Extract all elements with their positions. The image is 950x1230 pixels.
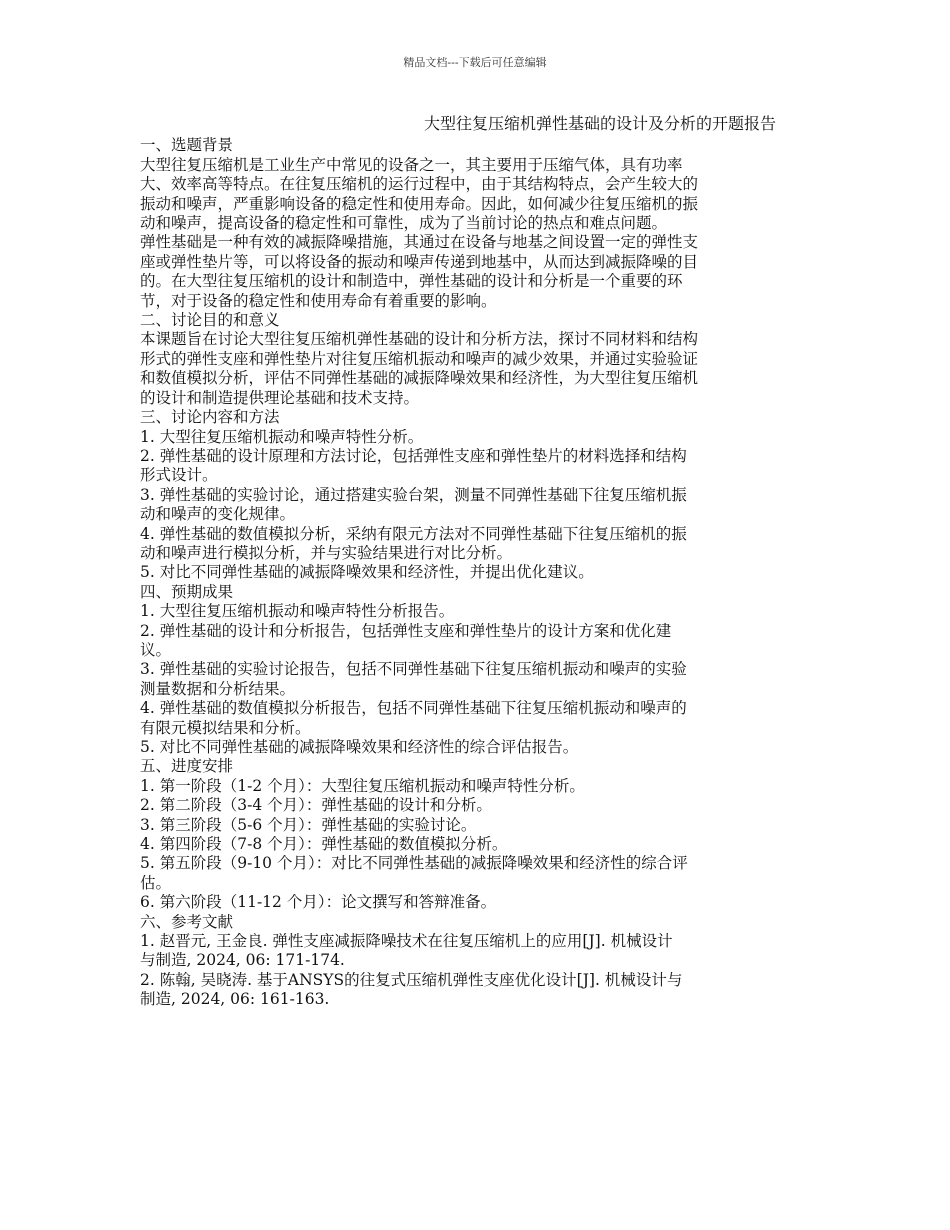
text-line: 大型往复压缩机是工业生产中常见的设备之一，其主要用于压缩气体，具有功率: [140, 155, 683, 174]
list-item: [140, 796, 812, 815]
text-line: 制造, 2024, 06: 161-163.: [140, 990, 330, 1009]
text-line: 与制造, 2024, 06: 171-174.: [140, 951, 345, 970]
list-item: [140, 816, 812, 835]
text-line: 2. 陈翰, 吴晓涛. 基于ANSYS的往复式压缩机弹性支座优化设计[J]. 机械设计与: [140, 970, 683, 989]
section-heading: [140, 311, 812, 330]
text-line: 1. 赵晋元, 王金良. 弹性支座减振降噪技术在往复压缩机上的应用[J]. 机械设计: [140, 932, 673, 951]
list-item: [140, 835, 812, 854]
list-item: [140, 563, 812, 582]
text-line: 动和噪声进行模拟分析，并与实验结果进行对比分析。: [140, 543, 513, 562]
list-item: [140, 738, 812, 757]
list-item: [140, 932, 812, 971]
text-line: 3. 弹性基础的实验讨论报告，包括不同弹性基础下往复压缩机振动和噪声的实验: [140, 660, 687, 679]
section-heading: [140, 913, 812, 932]
text-line: 2. 弹性基础的设计和分析报告，包括弹性支座和弹性垫片的设计方案和优化建: [140, 621, 672, 640]
list-item: [140, 486, 812, 525]
section-heading: [140, 136, 812, 155]
text-line: 六、参考文献: [140, 912, 234, 931]
list-item: [140, 447, 812, 486]
text-line: 四、预期成果: [140, 582, 234, 601]
text-line: 2. 弹性基础的设计原理和方法讨论，包括弹性支座和弹性垫片的材料选择和结构: [140, 446, 687, 465]
text-line: 5. 第五阶段（9-10 个月）：对比不同弹性基础的减振降噪效果和经济性的综合评: [140, 854, 688, 873]
text-line: 3. 第三阶段（5-6 个月）：弹性基础的实验讨论。: [140, 815, 477, 834]
text-line: 节，对于设备的稳定性和使用寿命有着重要的影响。: [140, 291, 497, 310]
text-line: 弹性基础是一种有效的减振降噪措施，其通过在设备与地基之间设置一定的弹性支: [140, 233, 699, 252]
text-line: 大、效率高等特点。在往复压缩机的运行过程中，由于其结构特点，会产生较大的: [140, 175, 699, 194]
document-body: [140, 114, 812, 1010]
list-item: [140, 660, 812, 699]
text-line: 4. 弹性基础的数值模拟分析报告，包括不同弹性基础下往复压缩机振动和噪声的: [140, 699, 687, 718]
paragraph: [140, 330, 812, 408]
text-line: 形式的弹性支座和弹性垫片对往复压缩机振动和噪声的减少效果，并通过实验验证: [140, 349, 699, 368]
text-line: 4. 弹性基础的数值模拟分析，采纳有限元方法对不同弹性基础下往复压缩机的振: [140, 524, 687, 543]
text-line: 本课题旨在讨论大型往复压缩机弹性基础的设计和分析方法，探讨不同材料和结构: [140, 330, 699, 349]
text-line: 的设计和制造提供理论基础和技术支持。: [140, 388, 420, 407]
text-line: 4. 第四阶段（7-8 个月）：弹性基础的数值模拟分析。: [140, 835, 508, 854]
text-line: 三、讨论内容和方法: [140, 408, 280, 427]
list-item: [140, 971, 812, 1010]
list-item: [140, 699, 812, 738]
section-heading: [140, 583, 812, 602]
page-header-note: 精品文档---下载后可任意编辑: [403, 56, 547, 69]
list-item: [140, 602, 812, 621]
text-line: 有限元模拟结果和分析。: [140, 718, 311, 737]
text-line: 一、选题背景: [140, 136, 234, 155]
text-line: 和数值模拟分析，评估不同弹性基础的减振降噪效果和经济性，为大型往复压缩机: [140, 369, 699, 388]
text-line: 1. 大型往复压缩机振动和噪声特性分析。: [140, 427, 424, 446]
text-line: 测量数据和分析结果。: [140, 679, 296, 698]
text-line: 5. 对比不同弹性基础的减振降噪效果和经济性的综合评估报告。: [140, 738, 579, 756]
list-item: [140, 525, 812, 564]
list-item: [140, 428, 812, 447]
list-item: [140, 854, 812, 893]
list-item: [140, 777, 812, 796]
text-line: 动和噪声，提高设备的稳定性和可靠性，成为了当前讨论的热点和难点问题。: [140, 214, 668, 233]
section-heading: [140, 408, 812, 427]
list-item: [140, 622, 812, 661]
text-line: 议。: [140, 640, 172, 659]
paragraph: [140, 156, 812, 234]
text-line: 1. 第一阶段（1-2 个月）：大型往复压缩机振动和噪声特性分析。: [140, 776, 585, 795]
text-line: 5. 对比不同弹性基础的减振降噪效果和经济性，并提出优化建议。: [140, 563, 594, 582]
text-line: 估。: [140, 873, 172, 892]
document-content: [140, 136, 812, 1009]
text-line: 2. 第二阶段（3-4 个月）：弹性基础的设计和分析。: [140, 796, 492, 815]
text-line: 二、讨论目的和意义: [140, 311, 280, 330]
text-line: 动和噪声的变化规律。: [140, 505, 296, 524]
section-heading: [140, 757, 812, 776]
text-line: 1. 大型往复压缩机振动和噪声特性分析报告。: [140, 602, 455, 621]
text-line: 6. 第六阶段（11-12 个月）：论文撰写和答辩准备。: [140, 893, 497, 912]
text-line: 座或弹性垫片等，可以将设备的振动和噪声传递到地基中，从而达到减振降噪的目: [140, 252, 699, 271]
text-line: 五、进度安排: [140, 757, 234, 776]
text-line: 3. 弹性基础的实验讨论，通过搭建实验台架，测量不同弹性基础下往复压缩机振: [140, 485, 687, 504]
text-line: 形式设计。: [140, 466, 218, 485]
text-line: 的。在大型往复压缩机的设计和制造中，弹性基础的设计和分析是一个重要的环: [140, 272, 683, 291]
text-line: 振动和噪声，严重影响设备的稳定性和使用寿命。因此，如何减少往复压缩机的振: [140, 194, 699, 213]
paragraph: [140, 233, 812, 311]
list-item: [140, 893, 812, 912]
document-title: 大型往复压缩机弹性基础的设计及分析的开题报告: [423, 114, 776, 133]
